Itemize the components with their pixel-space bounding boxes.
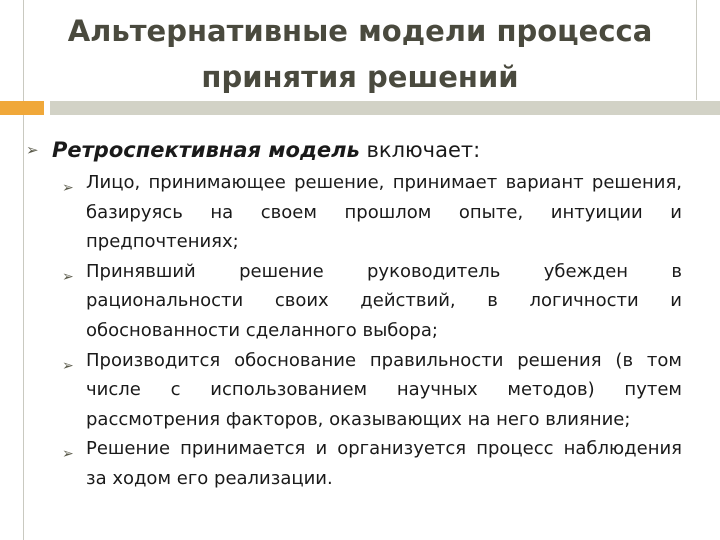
list-item-text: Лицо, принимающее решение, принимает вариант решения, базируясь на своем прошлом опыте, интуиции и предпочтениях; bbox=[86, 172, 682, 253]
sub-bullet-list bbox=[62, 168, 682, 494]
list-item bbox=[62, 168, 682, 257]
arrow-bullet-icon: ➢ bbox=[62, 268, 74, 285]
list-item bbox=[62, 346, 682, 435]
lead-paragraph bbox=[52, 136, 480, 164]
list-item-text: Производится обоснование правильности решения (в том числе с использованием научных методов) путем рассмотрения факторов, оказывающих на него влияние; bbox=[86, 349, 682, 430]
title-divider-bar bbox=[50, 101, 720, 115]
right-vertical-rule bbox=[696, 0, 697, 100]
lead-term: Ретроспективная модель bbox=[52, 138, 360, 162]
title-line-2: принятия решений bbox=[201, 60, 519, 94]
list-item bbox=[62, 434, 682, 493]
arrow-bullet-icon: ➢ bbox=[62, 446, 74, 463]
title-line-1: Альтернативные модели процесса bbox=[67, 14, 653, 48]
arrow-bullet-icon: ➢ bbox=[62, 180, 74, 196]
lead-rest: включает: bbox=[359, 138, 481, 162]
title-accent-bar bbox=[0, 101, 44, 115]
list-item-text: Решение принимается и организуется процесс наблюдения за ходом его реализации. bbox=[86, 438, 682, 489]
list-item bbox=[62, 257, 682, 346]
slide-title bbox=[40, 8, 680, 100]
arrow-bullet-icon: ➢ bbox=[26, 141, 39, 159]
list-item-text: Принявший решение руководитель убежден в рациональности своих действий, в логичности и обоснованности сделанного выбора; bbox=[86, 260, 682, 341]
left-vertical-rule bbox=[23, 0, 24, 540]
arrow-bullet-icon: ➢ bbox=[62, 357, 74, 374]
